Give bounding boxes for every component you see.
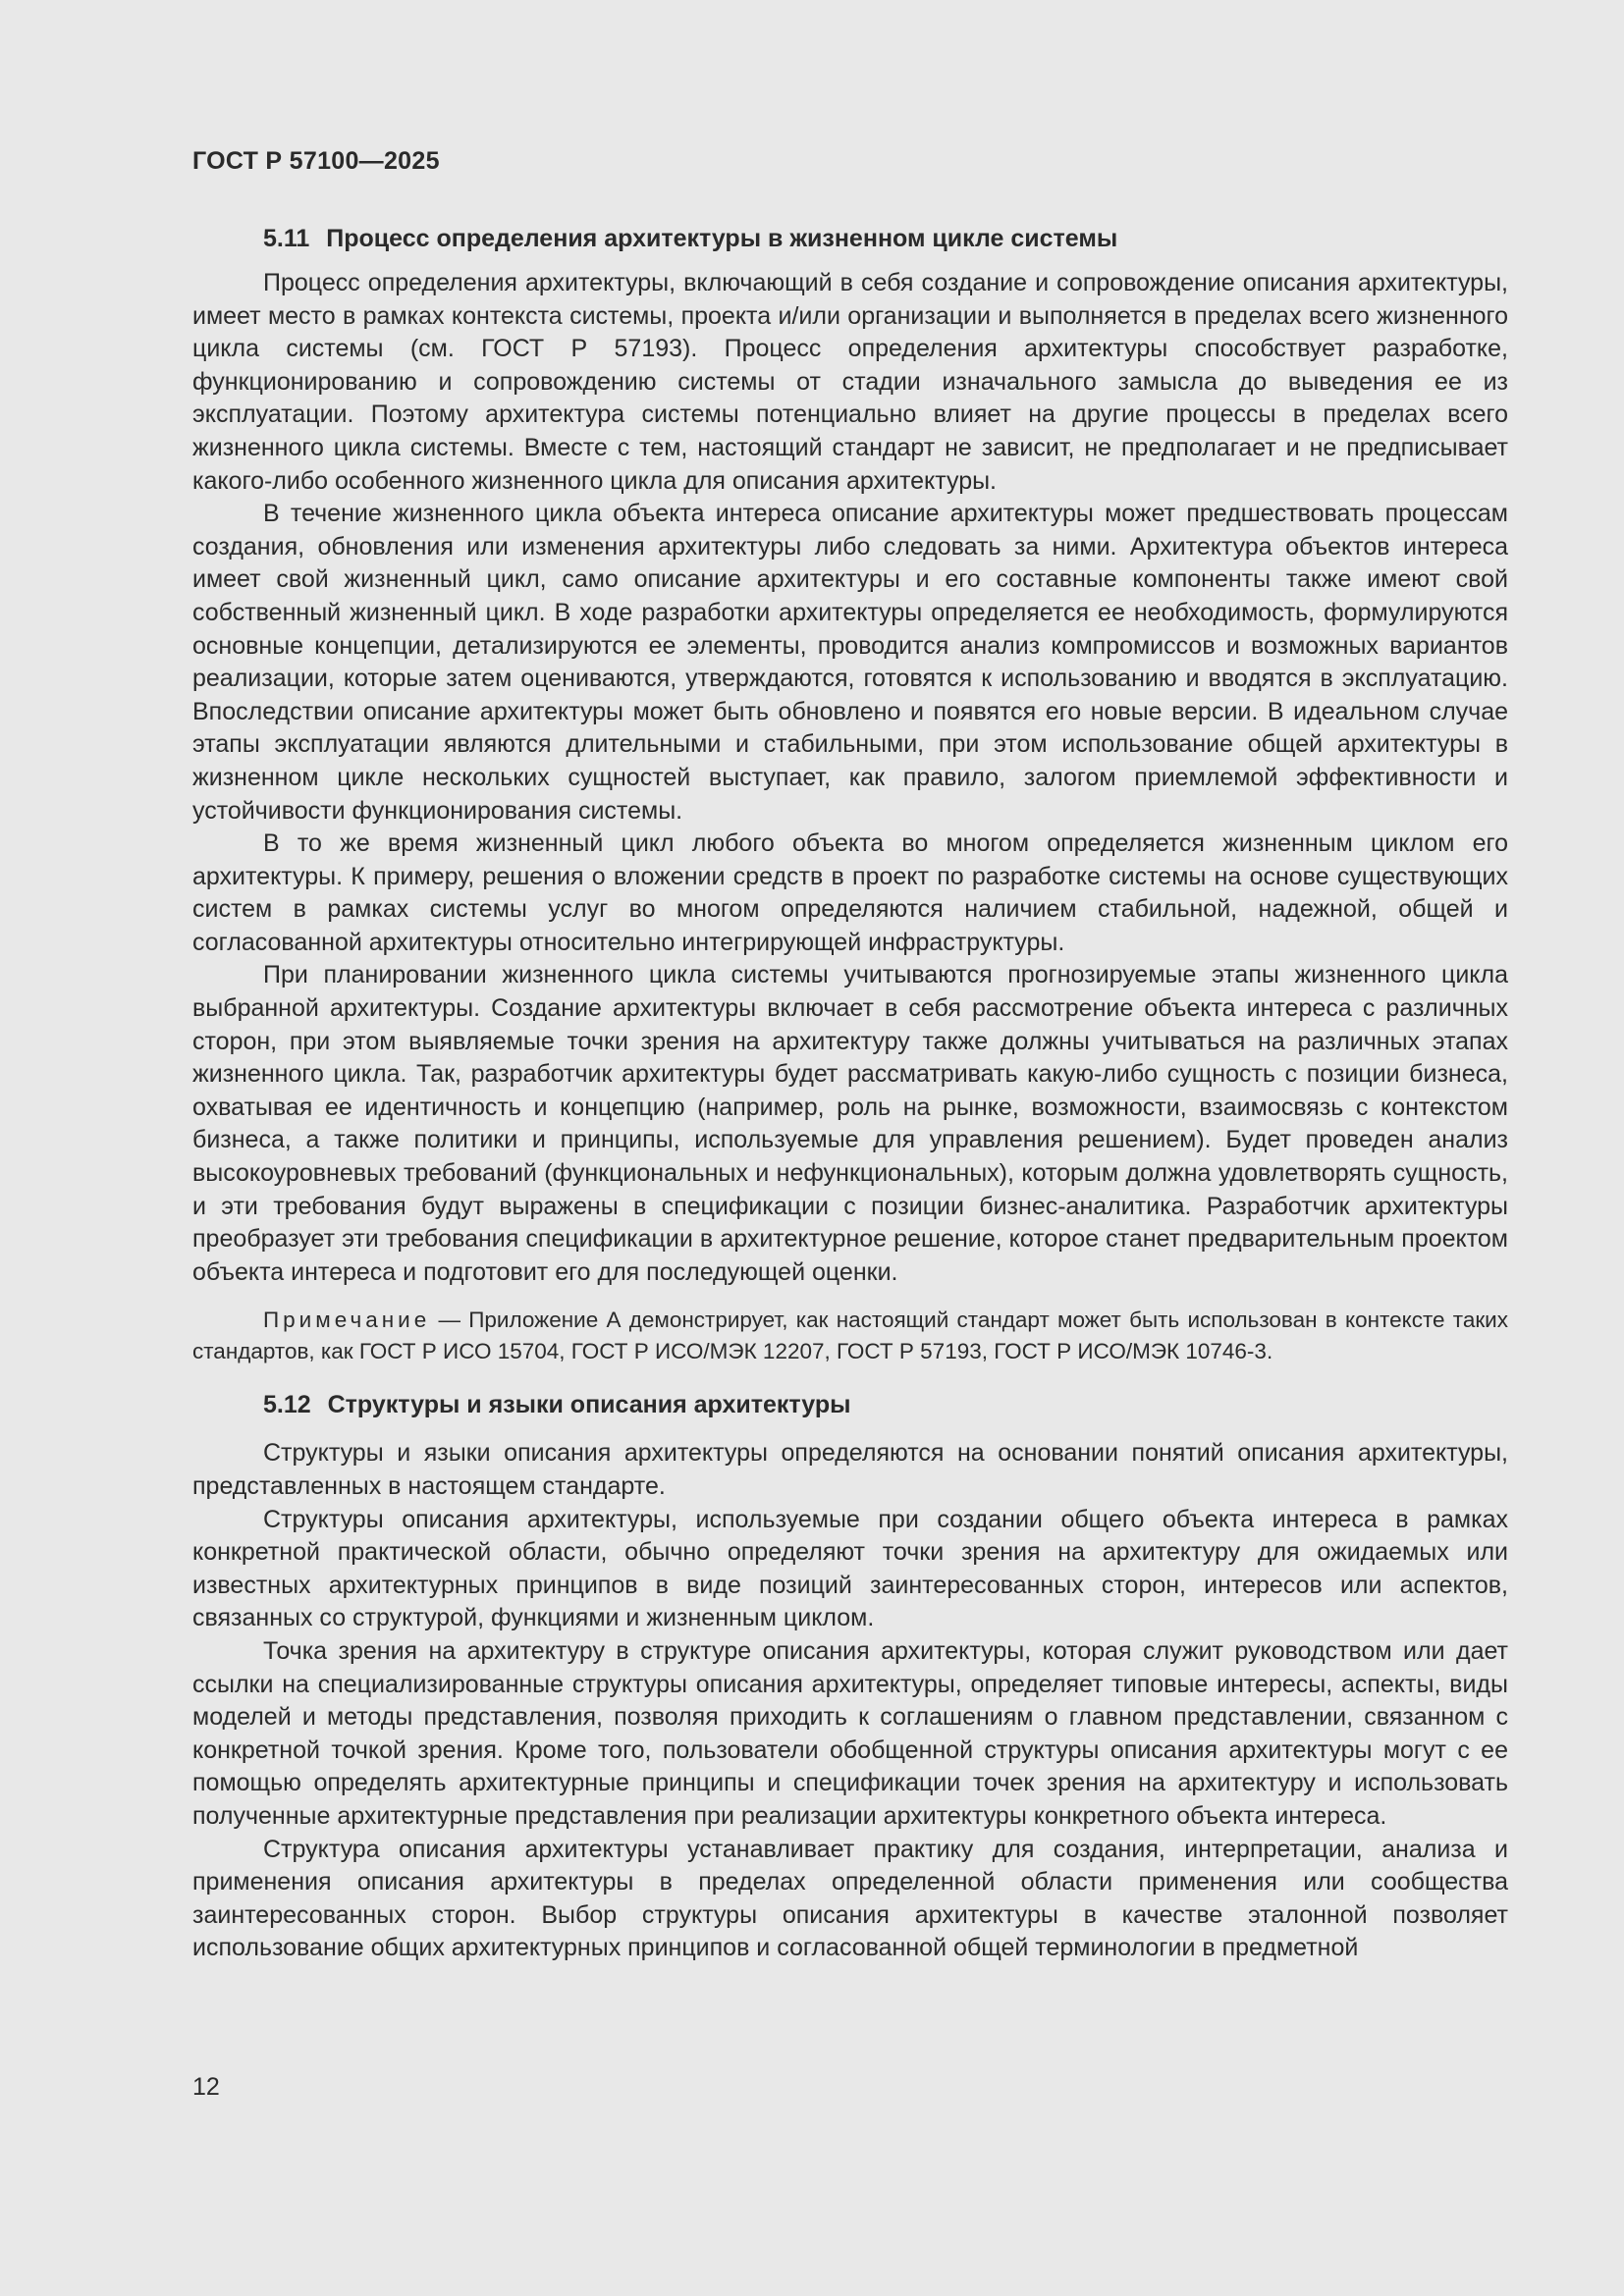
paragraph: При планировании жизненного цикла системы учитываются прогнозируемые этапы жизненного цикла выбранной архитектуры. Создание архитектуры включает в себя рассмотрение объекта интереса с различных сторон, при этом выявляемые точки зрения на архитектуру также должны учитываться на различных этапах жизненного цикла. Так, разработчик архитектуры будет рассматривать какую-либо сущность с позиции бизнеса, охватывая ее идентичность и концепцию (например, роль на рынке, возможности, взаимосвязь с контекстом бизнеса, а также политики и принципы, используемые для управления решением). Будет проведен анализ высокоуровневых требований (функциональных и нефункциональных), которым должна удовлетворять сущность, и эти требования будут выражены в спецификации с позиции бизнес-аналитика. Разработчик архитектуры преобразует эти требования спецификации в архитектурное решение, которое станет предварительным проектом объекта интереса и подготовит его для последующей оценки. [192, 961, 1508, 1286]
section-title-5-11 [263, 225, 1508, 253]
paragraph: Структуры описания архитектуры, используемые при создании общего объекта интереса в рамках конкретной практической области, обычно определяют точки зрения на архитектуру для ожидаемых или известных архитектурных принципов в виде позиций заинтересованных сторон, интересов или аспектов, связанных со структурой, функциями и жизненным циклом. [192, 1505, 1508, 1632]
paragraph: В течение жизненного цикла объекта интереса описание архитектуры может предшествовать процессам создания, обновления или изменения архитектуры либо следовать за ними. Архитектура объектов интереса имеет свой жизненный цикл, само описание архитектуры и его составные компоненты также имеют свой собственный жизненный цикл. В ходе разработки архитектуры определяется ее необходимость, формулируются основные концепции, детализируются ее элементы, проводится анализ компромиссов и возможных вариантов реализации, которые затем оцениваются, утверждаются, готовятся к использованию и вводятся в эксплуатацию. Впоследствии описание архитектуры может быть обновлено и появятся его новые версии. В идеальном случае этапы эксплуатации являются длительными и стабильными, при этом использование общей архитектуры в жизненном цикле нескольких сущностей выступает, как правило, залогом приемлемой эффективности и устойчивости функционирования системы. [192, 500, 1508, 825]
section-number: 5.12 [263, 1391, 311, 1419]
page-number: 12 [192, 2073, 220, 2101]
section-title-5-12 [263, 1391, 1508, 1419]
document-page [192, 147, 1508, 1965]
note-label: Примечание [263, 1308, 431, 1333]
paragraph: Структура описания архитектуры устанавливает практику для создания, интерпретации, анализа и применения описания архитектуры в пределах определенной области применения или сообщества заинтересованных сторон. Выбор структуры описания архитектуры в качестве эталонной позволяет использование общих архитектурных принципов и согласованной общей терминологии в предметной [192, 1835, 1508, 1962]
paragraph: Структуры и языки описания архитектуры определяются на основании понятий описания архитектуры, представленных в настоящем стандарте. [192, 1439, 1508, 1500]
paragraph: Процесс определения архитектуры, включающий в себя создание и сопровождение описания архитектуры, имеет место в рамках контекста системы, проекта и/или организации и выполняется в пределах всего жизненного цикла системы (см. ГОСТ Р 57193). Процесс определения архитектуры способствует разработке, функционированию и сопровождению системы от стадии изначального замысла до выведения ее из эксплуатации. Поэтому архитектура системы потенциально влияет на другие процессы в пределах всего жизненного цикла системы. Вместе с тем, настоящий стандарт не зависит, не предполагает и не предписывает какого-либо особенного жизненного цикла для описания архитектуры. [192, 269, 1508, 495]
note [192, 1305, 1508, 1367]
section-title-text: Процесс определения архитектуры в жизненном цикле системы [326, 225, 1118, 252]
paragraph: Точка зрения на архитектуру в структуре описания архитектуры, которая служит руководством или дает ссылки на специализированные структуры описания архитектуры, определяет типовые интересы, аспекты, виды моделей и методы представления, позволяя приходить к соглашениям о главном представлении, связанном с конкретной точкой зрения. Кроме того, пользователи обобщенной структуры описания архитектуры могут с ее помощью определять архитектурные принципы и спецификации точек зрения на архитектуру и использовать полученные архитектурные представления при реализации архитектуры конкретного объекта интереса. [192, 1636, 1508, 1830]
section-number: 5.11 [263, 225, 310, 252]
section-title-text: Структуры и языки описания архитектуры [327, 1391, 851, 1419]
document-code: ГОСТ Р 57100—2025 [192, 147, 440, 175]
note-text: — Приложение А демонстрирует, как настоящий стандарт может быть использован в контексте таких стандартов, как ГОСТ Р ИСО 15704, ГОСТ Р ИСО/МЭК 12207, ГОСТ Р 57193, ГОСТ Р ИСО/МЭК 10746-3. [192, 1308, 1508, 1364]
paragraph: В то же время жизненный цикл любого объекта во многом определяется жизненным циклом его архитектуры. К примеру, решения о вложении средств в проект по разработке системы на основе существующих систем в рамках системы услуг во многом определяются наличием стабильной, надежной, общей и согласованной архитектуры относительно интегрирующей инфраструктуры. [192, 829, 1508, 956]
